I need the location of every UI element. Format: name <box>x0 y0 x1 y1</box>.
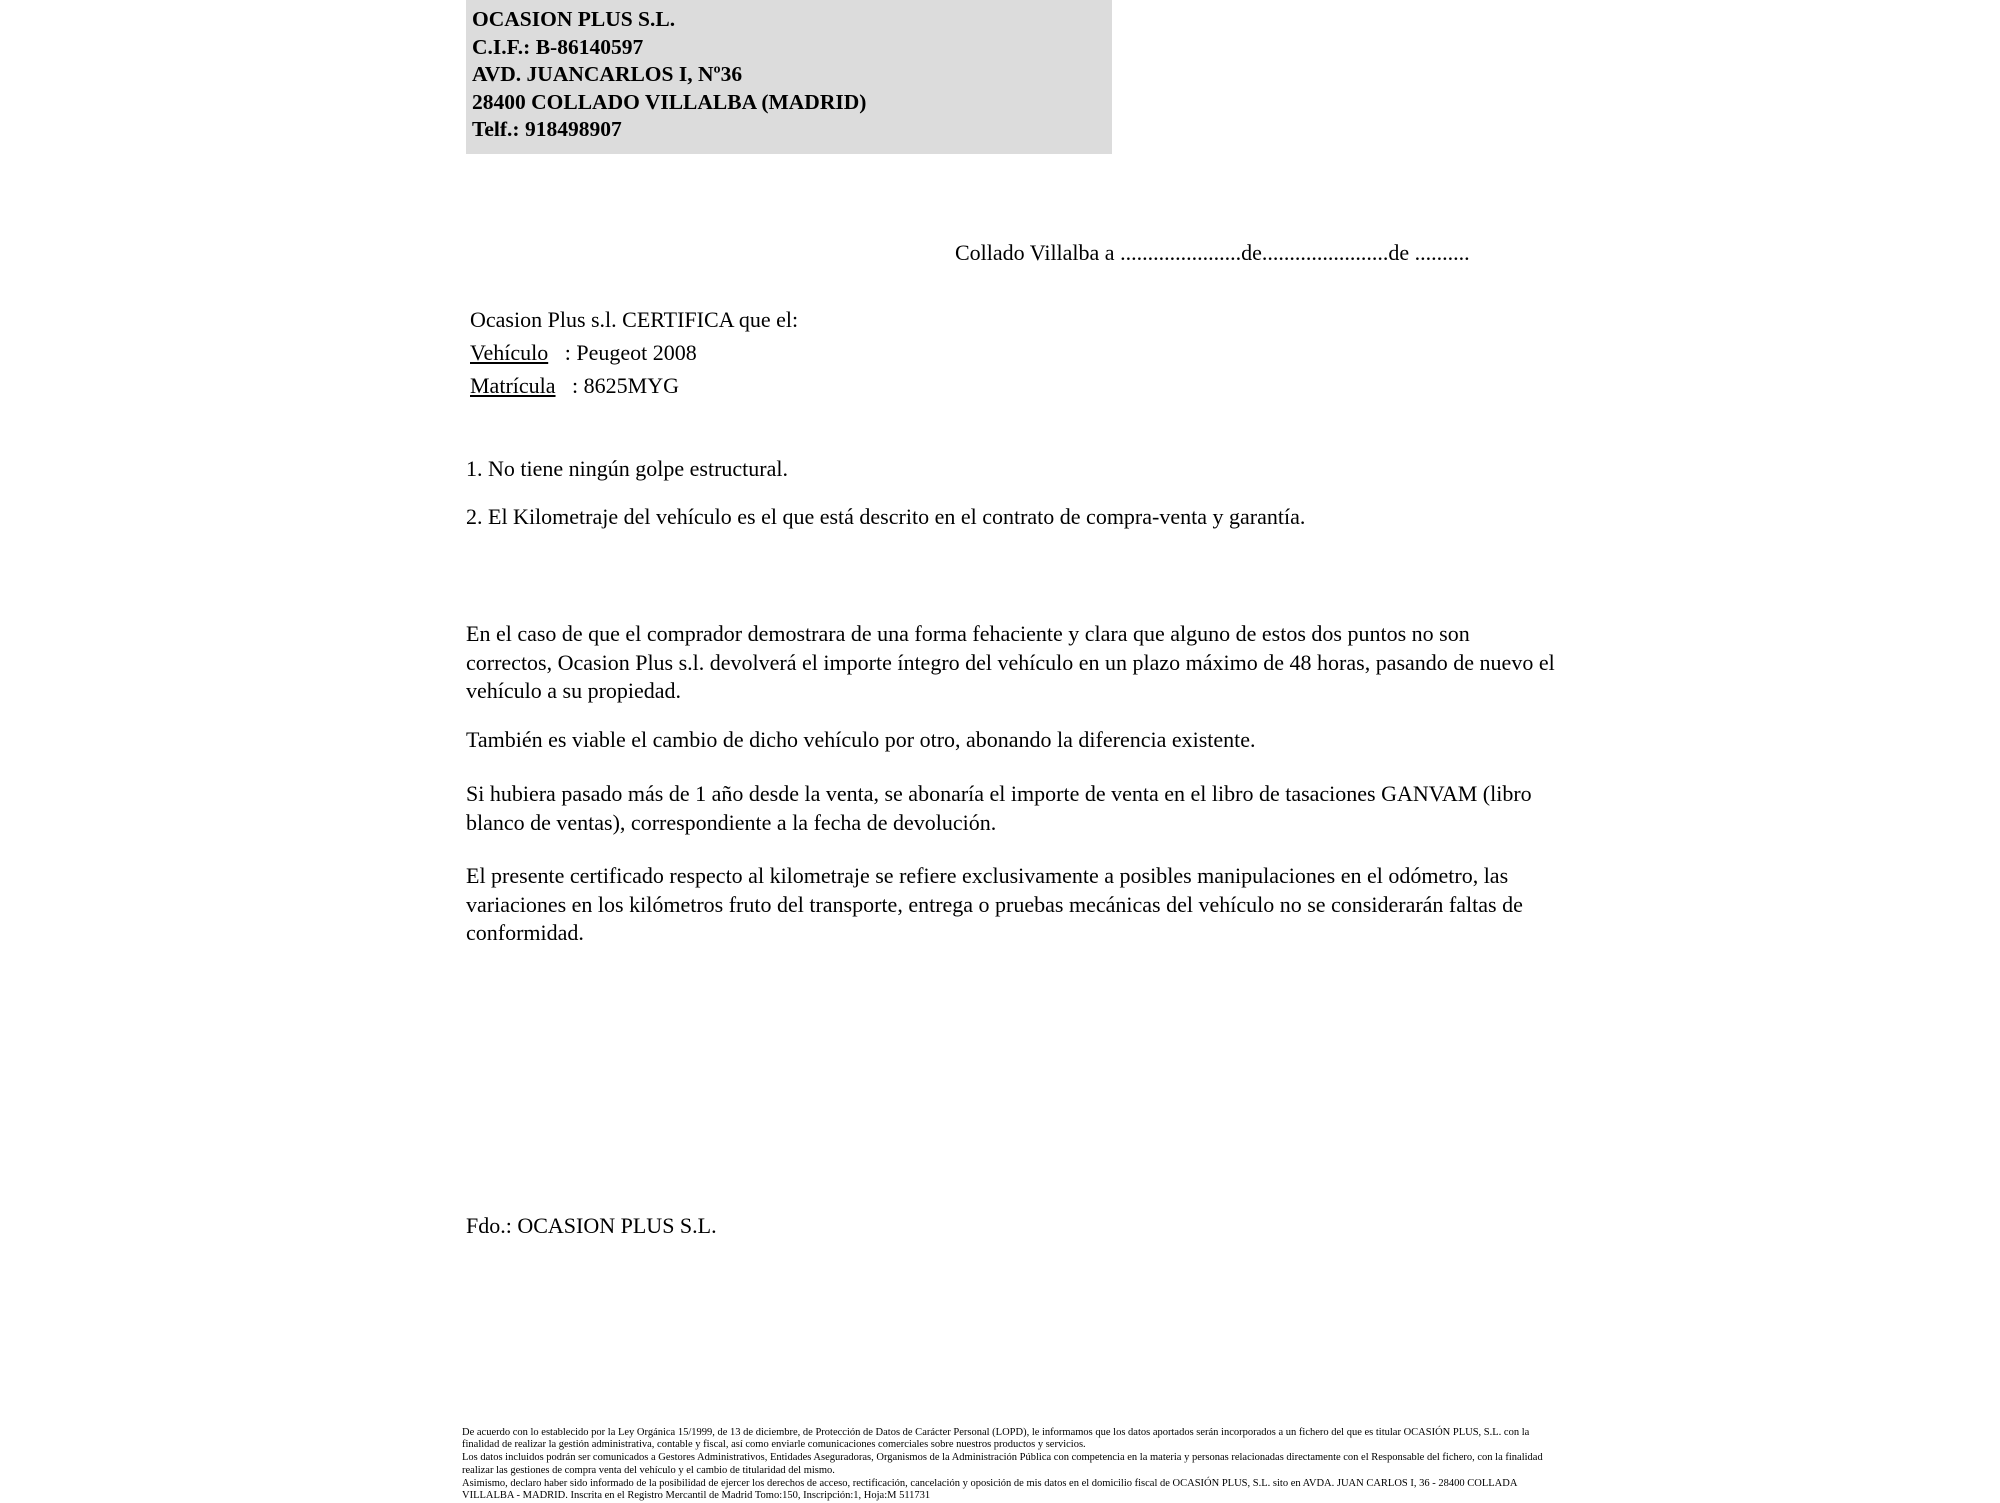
letterhead-company-name: OCASION PLUS S.L. <box>472 7 676 31</box>
vehicle-label: Vehículo <box>470 340 549 365</box>
plate-value: 8625MYG <box>583 373 679 398</box>
paragraph-after-one-year: Si hubiera pasado más de 1 año desde la venta, se abonaría el importe de venta en el libro de tasaciones GANVAM (libro blanco de ventas), correspondiente a la fecha de devolución. <box>466 781 1532 835</box>
paragraph-exchange-option: También es viable el cambio de dicho vehículo por otro, abonando la diferencia existente. <box>466 727 1256 752</box>
paragraph-odometer-scope: El presente certificado respecto al kilometraje se refiere exclusivamente a posibles manipulaciones en el odómetro, las variaciones en los kilómetros fruto del transporte, entrega o pruebas mecánicas del vehículo no se considerarán faltas de conformidad. <box>466 863 1523 945</box>
vehicle-value: Peugeot 2008 <box>576 340 697 365</box>
plate-label: Matrícula <box>470 373 556 398</box>
letterhead-phone: Telf.: 918498907 <box>472 117 622 141</box>
vehicle-separator: : <box>548 340 577 365</box>
legal-paragraph-2: Los datos incluidos podrán ser comunicados a Gestores Administrativos, Entidades Aseguradoras, Organismos de la Administración Pública con competencia en la materia y personas relacionadas directamente con el Responsable del fichero, con la finalidad realizar las gestiones de compra venta del vehículo y el cambio de titularidad del mismo. <box>462 1452 1543 1476</box>
point-1: 1. No tiene ningún golpe estructural. <box>466 456 788 481</box>
letterhead-block <box>466 0 1112 154</box>
certification-intro: Ocasion Plus s.l. CERTIFICA que el: <box>470 307 799 332</box>
letterhead-address: AVD. JUANCARLOS I, Nº36 <box>472 62 743 86</box>
point-2: 2. El Kilometraje del vehículo es el que está descrito en el contrato de compra-venta y garantía. <box>466 504 1306 529</box>
letterhead-cif: C.I.F.: B-86140597 <box>472 34 644 59</box>
signature-line: Fdo.: OCASION PLUS S.L. <box>466 1213 717 1238</box>
vehicle-row <box>470 336 798 369</box>
paragraph-refund-terms: En el caso de que el comprador demostrara de una forma fehaciente y clara que alguno de estos dos puntos no son correctos, Ocasion Plus s.l. devolverá el importe íntegro del vehículo en un plazo máximo de 48 horas, pasando de nuevo el vehículo a su propiedad. <box>466 621 1555 703</box>
letterhead-city: 28400 COLLADO VILLALBA (MADRID) <box>472 89 867 114</box>
legal-paragraph-1: De acuerdo con lo establecido por la Ley Orgánica 15/1999, de 13 de diciembre, de Protección de Datos de Carácter Personal (LOPD), le informamos que los datos aportados serán incorporados a un fichero del que es titular OCASIÓN PLUS, S.L. con la finalidad de realizar la gestión administrativa, contable y fiscal, así como enviarle comunicaciones comerciales sobre nuestros productos y servicios. <box>462 1427 1530 1451</box>
plate-row <box>470 369 798 402</box>
plate-separator: : <box>555 373 584 398</box>
certification-block <box>470 303 798 402</box>
date-line: Collado Villalba a ......................de.......................de .......... <box>955 240 1470 265</box>
legal-footnote <box>462 1427 1552 1503</box>
legal-paragraph-3: Asimismo, declaro haber sido informado de la posibilidad de ejercer los derechos de acceso, rectificación, cancelación y oposición de mis datos en el domicilio fiscal de OCASIÓN PLUS, S.L. sito en AVDA. JUAN CARLOS I, 36 - 28400 COLLADA VILLALBA - MADRID. Inscrita en el Registro Mercantil de Madrid Tomo:150, Inscripción:1, Hoja:M 511731 <box>462 1477 1517 1502</box>
